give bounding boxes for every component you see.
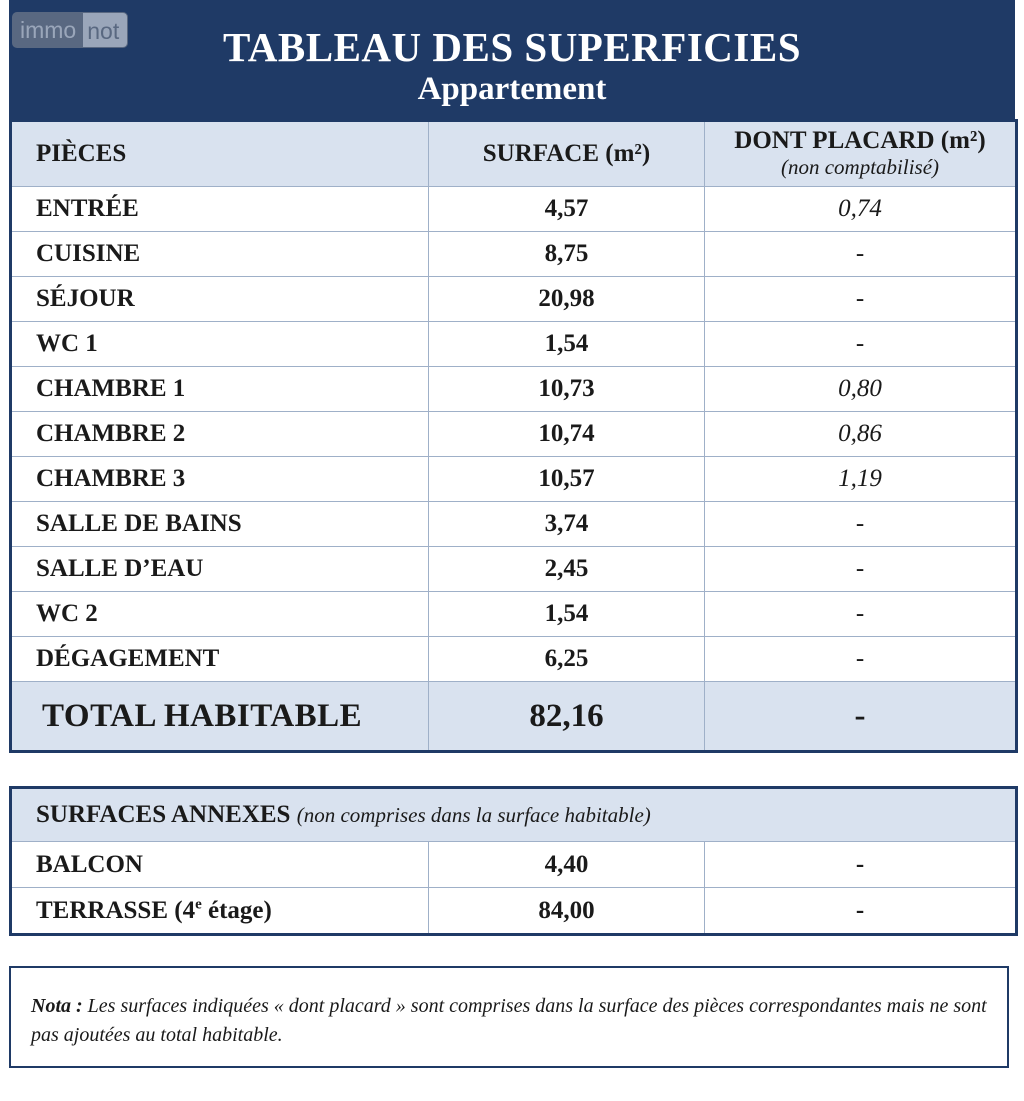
annex-name-superscript: e: [195, 896, 202, 913]
room-surface: 2,45: [429, 547, 705, 592]
room-name: CHAMBRE 3: [11, 457, 429, 502]
annex-placard: -: [705, 842, 1017, 888]
annexes-note: (non comprises dans la surface habitable): [296, 803, 651, 827]
column-header-placard-label: DONT PLACARD (m²): [734, 127, 986, 154]
immonot-watermark: [12, 12, 128, 48]
total-row: [11, 682, 1017, 752]
room-name: CHAMBRE 2: [11, 412, 429, 457]
annex-placard: -: [705, 888, 1017, 935]
room-name: SALLE D’EAU: [11, 547, 429, 592]
room-placard: -: [705, 592, 1017, 637]
annex-name: [11, 888, 429, 935]
annex-name-prefix: TERRASSE (4: [36, 896, 196, 924]
table-row: [11, 322, 1017, 367]
table-row: [11, 547, 1017, 592]
room-placard: 0,80: [705, 367, 1017, 412]
watermark-part2: not: [82, 12, 128, 48]
column-header-placard: [705, 121, 1017, 187]
page-title: TABLEAU DES SUPERFICIES: [222, 24, 802, 70]
room-surface: 10,74: [429, 412, 705, 457]
nota-text: Les surfaces indiquées « dont placard » sont comprises dans la surface des pièces correspondantes mais ne sont pas ajoutées au total habitable.: [31, 995, 987, 1046]
table-row: [11, 367, 1017, 412]
room-name: SÉJOUR: [11, 277, 429, 322]
table-row: [11, 457, 1017, 502]
title-banner: [9, 0, 1015, 121]
annexes-header-row: [11, 788, 1017, 842]
room-placard: -: [705, 547, 1017, 592]
total-placard: -: [705, 682, 1017, 752]
room-name: CHAMBRE 1: [11, 367, 429, 412]
room-placard: -: [705, 277, 1017, 322]
table-row: [11, 637, 1017, 682]
table-row: [11, 888, 1017, 935]
room-placard: -: [705, 232, 1017, 277]
room-surface: 8,75: [429, 232, 705, 277]
nota-label: Nota :: [31, 995, 83, 1017]
room-surface: 6,25: [429, 637, 705, 682]
annex-surface: 84,00: [429, 888, 705, 935]
room-placard: -: [705, 322, 1017, 367]
column-header-placard-note: (non comptabilisé): [780, 155, 940, 179]
page-subtitle: Appartement: [417, 71, 607, 107]
table-row: [11, 277, 1017, 322]
room-name: SALLE DE BAINS: [11, 502, 429, 547]
room-surface: 1,54: [429, 592, 705, 637]
room-placard: 0,74: [705, 187, 1017, 232]
total-label: TOTAL HABITABLE: [11, 682, 429, 752]
annexes-title: SURFACES ANNEXES: [36, 801, 291, 828]
table-row: [11, 502, 1017, 547]
column-header-surface: SURFACE (m²): [429, 121, 705, 187]
room-name: WC 1: [11, 322, 429, 367]
room-name: WC 2: [11, 592, 429, 637]
column-header-pieces: PIÈCES: [11, 121, 429, 187]
table-row: [11, 232, 1017, 277]
table-row: [11, 592, 1017, 637]
room-placard: -: [705, 502, 1017, 547]
room-placard: -: [705, 637, 1017, 682]
watermark-part1: immo: [12, 12, 82, 48]
annexes-table: [9, 786, 1018, 936]
room-surface: 3,74: [429, 502, 705, 547]
room-surface: 20,98: [429, 277, 705, 322]
room-surface: 1,54: [429, 322, 705, 367]
room-placard: 0,86: [705, 412, 1017, 457]
nota-box: [9, 966, 1009, 1068]
annex-surface: 4,40: [429, 842, 705, 888]
surfaces-table: [9, 119, 1018, 753]
table-row: [11, 842, 1017, 888]
table-row: [11, 187, 1017, 232]
room-placard: 1,19: [705, 457, 1017, 502]
room-surface: 10,57: [429, 457, 705, 502]
room-surface: 10,73: [429, 367, 705, 412]
room-name: DÉGAGEMENT: [11, 637, 429, 682]
annex-name: BALCON: [11, 842, 429, 888]
table-header-row: [11, 121, 1017, 187]
room-surface: 4,57: [429, 187, 705, 232]
table-row: [11, 412, 1017, 457]
total-surface: 82,16: [429, 682, 705, 752]
room-name: ENTRÉE: [11, 187, 429, 232]
annex-name-suffix: étage): [201, 896, 272, 924]
annexes-header: [11, 788, 1017, 842]
room-name: CUISINE: [11, 232, 429, 277]
